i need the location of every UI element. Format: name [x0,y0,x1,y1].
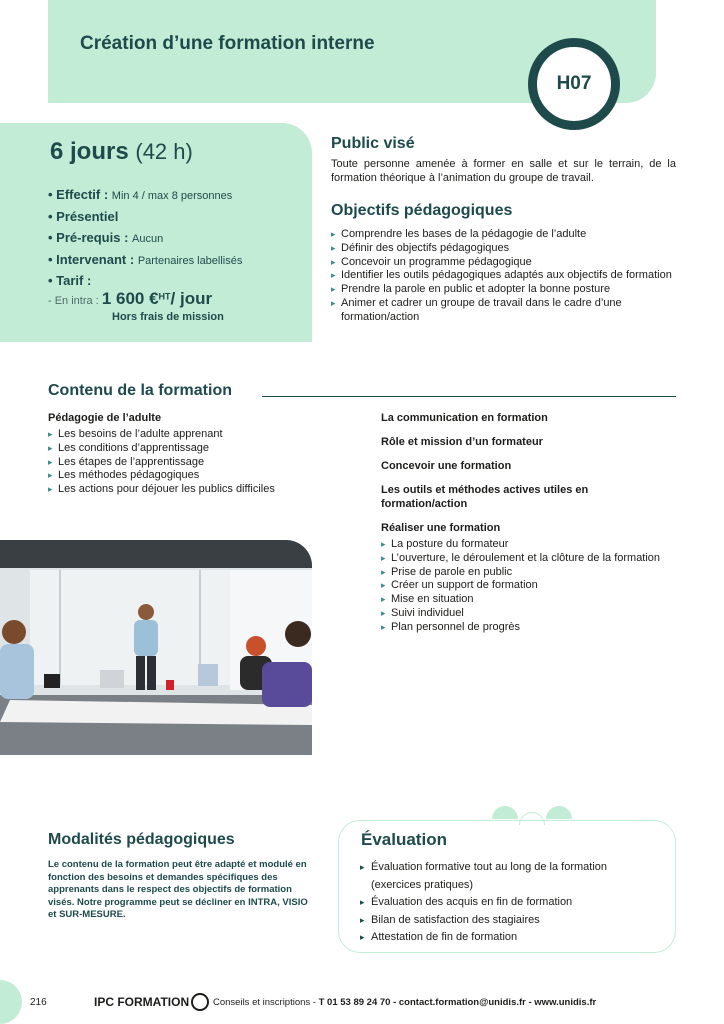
info-label: • Tarif : [48,273,92,288]
list-item: ▸ Les actions pour déjouer les publics difficiles [48,483,318,497]
list-item: ▸ Bilan de satisfaction des stagiaires [360,912,660,930]
list-item: ▸ Les conditions d’apprentissage [48,442,318,456]
content-right-heading: Les outils et méthodes actives utiles en formation/action [381,484,589,510]
list-item: ▸ Définir des objectifs pédagogiques [331,242,681,256]
footer-contact [213,997,596,1008]
list-item: ▸ Identifier les outils pédagogiques adaptés aux objectifs de formation [331,269,681,283]
info-label: • Pré-requis : [48,230,129,245]
list-item: ▸ Les besoins de l’adulte apprenant [48,428,318,442]
decorative-wave [546,806,572,819]
info-list [48,187,242,295]
info-label: • Présentiel [48,208,119,224]
list-item: ▸ Plan personnel de progrès [381,621,676,635]
info-item [48,230,242,252]
objectives-title: Objectifs pédagogiques [331,202,513,219]
decorative-wave [492,806,518,819]
info-item [48,187,242,209]
list-item: ▸ Comprendre les bases de la pédagogie de l’adulte [331,228,681,242]
list-item: ▸ L’ouverture, le déroulement et la clôture de la formation [381,552,676,566]
price-note: Hors frais de mission [112,311,224,323]
content-title: Contenu de la formation [48,382,232,399]
page-title: Création d’une formation interne [80,33,375,54]
training-photo [0,540,312,755]
evaluation-list [360,859,660,947]
content-left-heading: Pédagogie de l’adulte [48,412,162,424]
list-item: ▸ Évaluation formative tout au long de la formation (exercices pratiques) [360,859,660,894]
info-value: Aucun [132,233,164,245]
duration-hours: (42 h) [135,139,193,164]
list-item: ▸ Prendre la parole en public et adopter la bonne posture [331,283,681,297]
info-item [48,252,242,274]
list-item: ▸ Les méthodes pédagogiques [48,469,318,483]
modalites-title: Modalités pédagogiques [48,831,235,848]
list-item: ▸ Animer et cadrer un groupe de travail dans le cadre d’une formation/action [331,297,681,325]
list-item: ▸ Concevoir un programme pédagogique [331,256,681,270]
list-item: ▸ Prise de parole en public [381,566,676,580]
training-photo-illustration [0,540,312,755]
content-left-list [48,428,318,497]
list-item: ▸ Mise en situation [381,593,676,607]
evaluation-title: Évaluation [361,830,447,849]
duration [50,138,193,166]
list-item: ▸ Attestation de fin de formation [360,929,660,947]
contact-details: T 01 53 89 24 70 - contact.formation@unidis.fr - www.unidis.fr [318,997,597,1008]
public-text: Toute personne amenée à former en salle et sur le terrain, de la formation théorique à l’animation du groupe de travail. [331,158,676,184]
duration-days: 6 jours [50,138,129,165]
page-number: 216 [30,997,47,1008]
info-item [48,209,242,231]
contact-icon [191,993,209,1011]
list-item: ▸ Les étapes de l’apprentissage [48,456,318,470]
objectives-list [331,228,681,325]
price-sup: HT [158,291,171,302]
info-label: • Effectif : [48,187,109,202]
course-code-badge [528,38,620,130]
info-value: Min 4 / max 8 personnes [111,190,233,202]
price-prefix: - En intra : [48,295,99,307]
page-number-tab [0,980,22,1024]
info-label: • Intervenant : [48,251,135,267]
content-right-heading: Réaliser une formation [381,522,501,534]
price-amount: 1 600 € [101,289,159,308]
modalites-text: Le contenu de la formation peut être adapté et modulé en fonction des besoins et demandes spécifiques des apprenants dans le respect des objectifs de formation visés. Notre programme peut se décliner en INTRA, VISIO et SUR-MESURE. [48,859,308,920]
content-right-heading: Rôle et mission d’un formateur [381,436,543,448]
info-value: Partenaires labellisés [137,254,243,267]
public-title: Public visé [331,135,415,152]
list-item: ▸ Suivi individuel [381,607,676,621]
content-right-heading: Concevoir une formation [381,460,512,472]
contact-prefix: Conseils et inscriptions - [213,997,316,1008]
course-code: H07 [556,73,592,94]
content-right-list [381,538,676,635]
section-divider [262,396,676,397]
footer-brand: IPC FORMATION [94,995,190,1009]
list-item: ▸ La posture du formateur [381,538,676,552]
price-line [48,289,212,309]
content-right-heading: La communication en formation [381,412,548,424]
list-item: ▸ Évaluation des acquis en fin de formation [360,894,660,912]
list-item: ▸ Créer un support de formation [381,579,676,593]
price-unit: / jour [170,289,213,308]
